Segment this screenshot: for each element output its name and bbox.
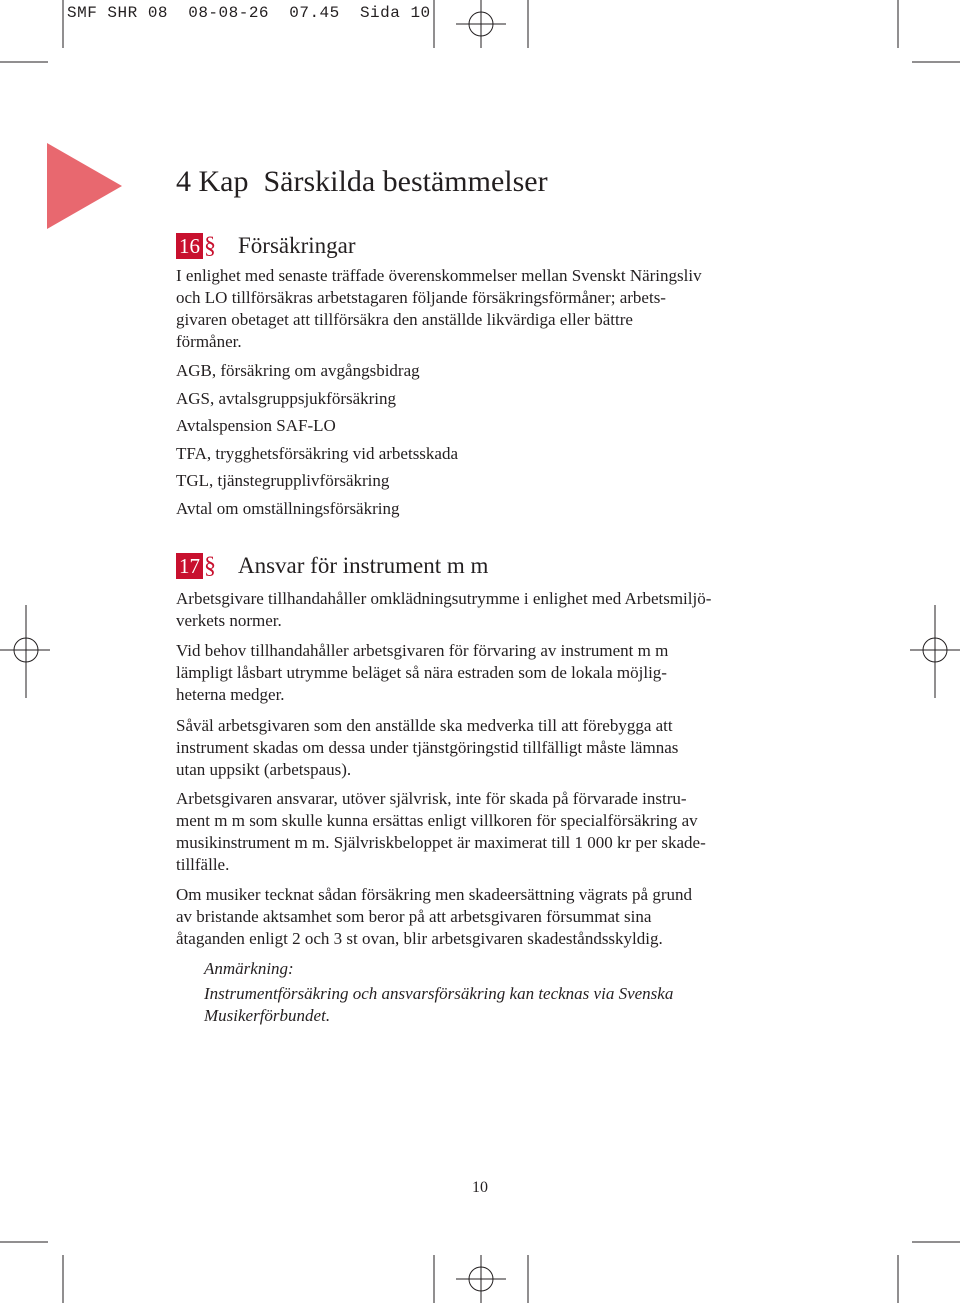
remark-line: Instrumentförsäkring och ansvarsförsäkring kan tecknas via Svenska xyxy=(204,984,674,1003)
insurance-list xyxy=(176,360,458,525)
chapter-marker-triangle xyxy=(47,143,122,229)
section-sign: § xyxy=(204,552,216,579)
section-16-intro xyxy=(176,265,702,353)
remark-line: Musikerförbundet. xyxy=(204,1006,331,1025)
section-title: Försäkringar xyxy=(238,233,356,258)
intro-line: I enlighet med senaste träffade överenskommelser mellan Svenskt Näringsliv xyxy=(176,266,702,285)
section-16-heading xyxy=(176,230,356,262)
paragraph-line: utan uppsikt (arbetspaus). xyxy=(176,760,352,779)
list-item: AGS, avtalsgruppsjukförsäkring xyxy=(176,388,397,408)
list-item: TFA, trygghetsförsäkring vid arbetsskada xyxy=(176,443,459,463)
intro-line: och LO tillförsäkras arbetstagaren följande försäkringsförmåner; arbets- xyxy=(176,288,666,307)
remark-note xyxy=(204,958,673,1027)
paragraph-line: åtaganden enligt 2 och 3 st ovan, blir arbetsgivaren skadeståndsskyldig. xyxy=(176,929,663,948)
section-number-badge: 16 xyxy=(176,233,203,259)
paragraph-line: ment m m som skulle kunna ersättas enligt villkoren för specialförsäkring av xyxy=(176,811,698,830)
paragraph-line: Arbetsgivare tillhandahåller omklädningsutrymme i enlighet med Arbetsmiljö- xyxy=(176,589,712,608)
print-slug: SMF SHR 08 08-08-26 07.45 Sida 10 xyxy=(67,4,431,22)
paragraph-line: lämpligt låsbart utrymme beläget så nära estraden som de lokala möjlig- xyxy=(176,663,667,682)
paragraph-line: Om musiker tecknat sådan försäkring men skadeersättning vägrats på grund xyxy=(176,885,692,904)
paragraph-line: heterna medger. xyxy=(176,685,285,704)
paragraph xyxy=(176,588,711,632)
paragraph xyxy=(176,715,678,781)
section-title: Ansvar för instrument m m xyxy=(238,553,489,578)
paragraph-line: verkets normer. xyxy=(176,611,282,630)
paragraph xyxy=(176,884,692,950)
remark-label: Anmärkning: xyxy=(204,959,294,978)
list-item: AGB, försäkring om avgångsbidrag xyxy=(176,361,420,380)
section-sign: § xyxy=(204,232,216,259)
paragraph xyxy=(176,788,706,876)
list-item: TGL, tjänstegrupplivförsäkring xyxy=(176,471,390,490)
list-item: Avtalspension SAF-LO xyxy=(176,416,336,435)
chapter-title: 4 Kap Särskilda bestämmelser xyxy=(176,165,548,198)
list-item: Avtal om omställningsförsäkring xyxy=(176,498,400,518)
paragraph-line: Såväl arbetsgivaren som den anställde ska medverka till att förebygga att xyxy=(176,716,673,735)
section-17-heading xyxy=(176,550,488,582)
paragraph xyxy=(176,640,668,706)
paragraph-line: musikinstrument m m. Självriskbeloppet är maximerat till 1 000 kr per skade- xyxy=(176,833,706,852)
paragraph-line: av bristande aktsamhet som beror på att arbetsgivaren försummat sina xyxy=(176,907,652,926)
paragraph-line: tillfälle. xyxy=(176,855,230,874)
paragraph-line: instrument skadas om dessa under tjänstgöringstid tillfälligt måste lämnas xyxy=(176,738,679,757)
section-number-badge: 17 xyxy=(176,553,203,579)
intro-line: givaren obetaget att tillförsäkra den anställde likvärdiga eller bättre xyxy=(176,310,633,329)
page-number: 10 xyxy=(472,1179,488,1196)
intro-line: förmåner. xyxy=(176,332,242,351)
paragraph-line: Vid behov tillhandahåller arbetsgivaren för förvaring av instrument m m xyxy=(176,641,669,660)
paragraph-line: Arbetsgivaren ansvarar, utöver självrisk, inte för skada på förvarade instru- xyxy=(176,789,687,808)
